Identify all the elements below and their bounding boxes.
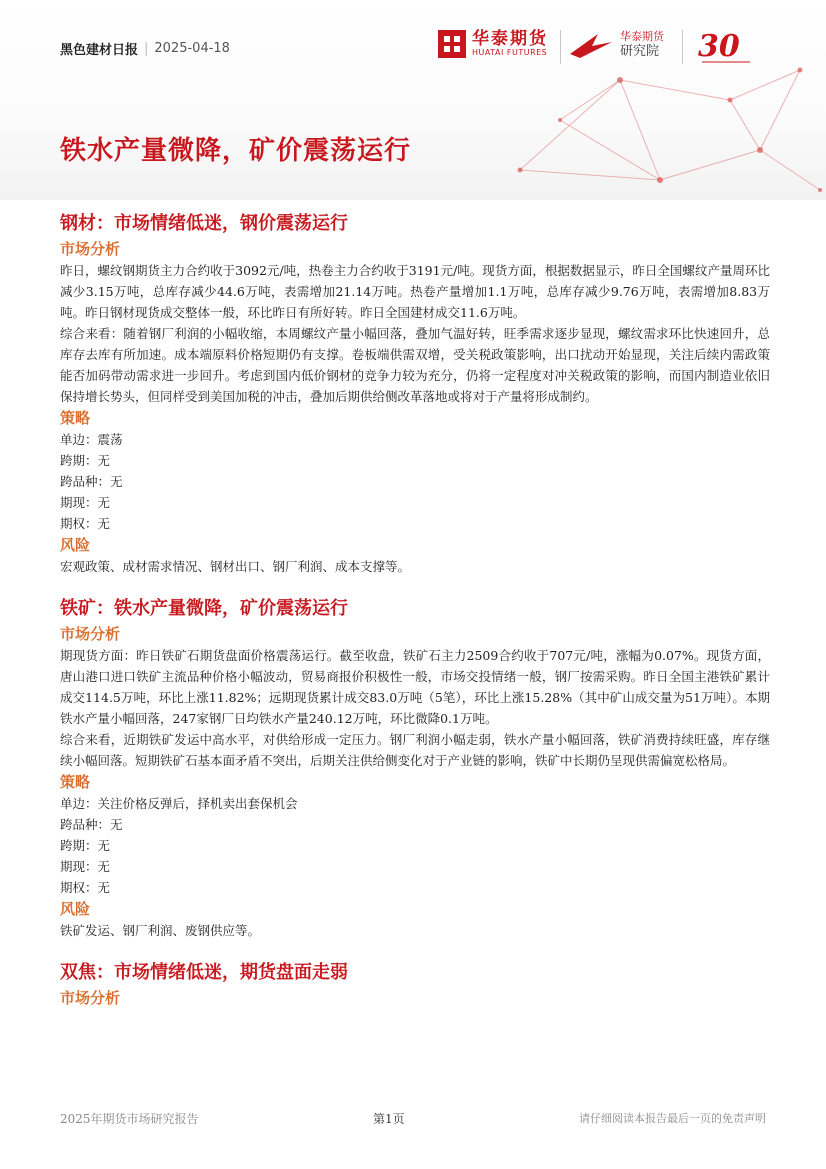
network-decoration (500, 60, 826, 200)
report-body (60, 210, 770, 1021)
anniversary-number: 30 (698, 29, 740, 64)
report-name: 黑色建材日报 (60, 42, 139, 58)
logo-divider (682, 30, 683, 64)
huatai-logo-mark-icon (438, 30, 466, 58)
strategy-heading: 策略 (60, 409, 91, 427)
strategy-line: 跨期：无 (60, 838, 111, 853)
risk-text: 宏观政策、成材需求情况、钢材出口、钢厂利润、成本支撑等。 (60, 559, 411, 574)
page-number: 第1页 (373, 1112, 405, 1126)
anniversary-logo (694, 26, 756, 70)
institute-logo (568, 28, 664, 62)
strategy-line: 期现：无 (60, 859, 111, 874)
market-analysis-heading: 市场分析 (60, 989, 121, 1007)
strategy-line: 期现：无 (60, 495, 111, 510)
market-paragraph: 昨日，螺纹钢期货主力合约收于3092元/吨，热卷主力合约收于3191元/吨。现货方面，根据数据显示，昨日全国螺纹产量周环比减少3.15万吨，总库存减少44.6万吨，表需增加21.14万吨。热卷产量增加1.1万吨，总库存减少9.76万吨，表需增加8.83万吨。昨日钢材现货成交整体一般，环比昨日有所好转。昨日全国建材成交11.6万吨。 (60, 263, 770, 320)
section-title: 双焦：市场情绪低迷，期货盘面走弱 (60, 962, 348, 983)
strategy-heading: 策略 (60, 773, 91, 791)
market-analysis-heading: 市场分析 (60, 625, 121, 643)
market-paragraph: 综合来看，近期铁矿发运中高水平，对供给形成一定压力。钢厂利润小幅走弱，铁水产量小幅回落，铁矿消费持续旺盛，库存继续小幅回落。短期铁矿石基本面矛盾不突出，后期关注供给侧变化对于产业链的影响，铁矿中长期仍呈现供需偏宽松格局。 (60, 732, 770, 768)
footer-report-label: 2025年期货市场研究报告 (60, 1112, 199, 1126)
institute-swoosh-icon (568, 28, 614, 62)
risk-heading: 风险 (60, 536, 91, 554)
section-title: 钢材：市场情绪低迷，钢价震荡运行 (60, 213, 348, 234)
footer-disclaimer-note: 请仔细阅读本报告最后一页的免责声明 (579, 1112, 766, 1125)
huatai-logo (438, 30, 548, 58)
institute-line2: 研究院 (620, 44, 660, 59)
steel-section (60, 210, 770, 577)
report-date: 2025-04-18 (154, 40, 230, 56)
strategy-line: 单边：关注价格反弹后，择机卖出套保机会 (60, 796, 298, 811)
logo-cn-text: 华泰期货 (472, 29, 548, 49)
page-header (0, 0, 826, 200)
market-paragraph: 综合来看：随着钢厂利润的小幅收缩，本周螺纹产量小幅回落，叠加气温好转，旺季需求逐步显现，螺纹需求环比快速回升，总库存去库有所加速。成本端原料价格短期仍有支撑。卷板端供需双增，受关税政策影响，出口扰动开始显现，关注后续内需政策能否加码带动需求进一步回升。考虑到国内低价钢材的竞争力较为充分，仍将一定程度对冲关税政策的影响，而国内制造业依旧保持增长势头，但同样受到美国加税的冲击，叠加后期供给侧改革落地或将对于产量将形成制约。 (60, 326, 770, 404)
strategy-line: 单边：震荡 (60, 432, 123, 447)
market-paragraph: 期现货方面：昨日铁矿石期货盘面价格震荡运行。截至收盘，铁矿石主力2509合约收于707元/吨，涨幅为0.07%。现货方面，唐山港口进口铁矿主流品种价格小幅波动，贸易商报价积极性一般，市场交投情绪一般，钢厂按需采购。昨日全国主港铁矿累计成交114.5万吨，环比上涨11.82%；远期现货累计成交83.0万吨（5笔），环比上涨15.28%（其中矿山成交量为51万吨）。本期铁水产量小幅回落，247家钢厂日均铁水产量240.12万吨，环比微降0.1万吨。 (60, 648, 770, 726)
coking-coal-section (60, 959, 770, 1009)
section-title: 铁矿：铁水产量微降，矿价震荡运行 (60, 598, 348, 619)
institute-line1: 华泰期货 (620, 30, 664, 43)
logo-divider (560, 30, 561, 64)
strategy-line: 期权：无 (60, 516, 111, 531)
market-analysis-heading: 市场分析 (60, 240, 121, 258)
iron-ore-section (60, 595, 770, 941)
risk-heading: 风险 (60, 900, 91, 918)
page-title: 铁水产量微降，矿价震荡运行 (60, 136, 412, 166)
risk-text: 铁矿发运、钢厂利润、废钢供应等。 (60, 923, 261, 938)
strategy-line: 跨品种：无 (60, 474, 123, 489)
logo-en-text: HUATAI FUTURES (472, 48, 548, 57)
strategy-line: 跨品种：无 (60, 817, 123, 832)
strategy-line: 期权：无 (60, 880, 111, 895)
strategy-line: 跨期：无 (60, 453, 111, 468)
report-meta (60, 30, 230, 66)
meta-separator: | (144, 40, 149, 56)
